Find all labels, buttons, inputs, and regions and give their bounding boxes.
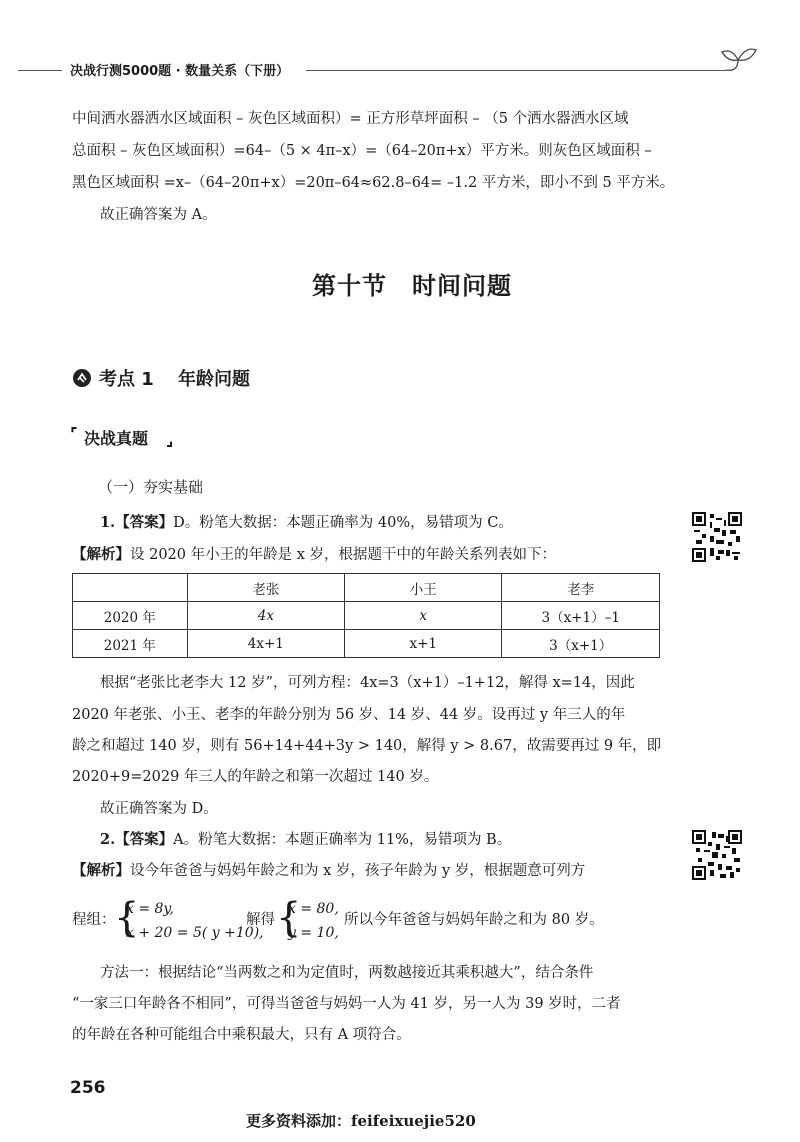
table-header-cell (73, 574, 188, 602)
table-cell: x (345, 602, 502, 630)
table-cell: 4x (187, 602, 344, 630)
q1-analysis-prefix: 【解析】 (72, 546, 130, 563)
q2-answer-line (100, 825, 511, 855)
table-header-cell: 老张 (187, 574, 344, 602)
table-cell: 4x+1 (187, 630, 344, 658)
table-header-cell: 小王 (345, 574, 502, 602)
q2-analysis-line (72, 856, 585, 886)
age-table (72, 573, 660, 658)
sprout-icon (718, 42, 758, 78)
juezhan-heading: 决战真题 (84, 429, 149, 448)
q2-paragraph-3: 的年龄在各种可能组合中乘积最大，只有 A 项符合。 (72, 1027, 411, 1043)
section-title: 第十节 时间问题 (312, 272, 512, 300)
table-header-cell: 老李 (502, 574, 660, 602)
kaodian-label: 考点 1 (99, 369, 154, 390)
subsection-heading: （一）夯实基础 (98, 478, 204, 496)
q1-answer-text: D。粉笔大数据：本题正确率为 40%，易错项为 C。 (173, 515, 513, 531)
q1-paragraph-2: 2020 年老张、小王、老李的年龄分别为 56 岁、14 岁、44 岁。设再过 y 年三人的年 (72, 707, 626, 723)
table-header-row (73, 574, 660, 602)
q2-paragraph-1: 方法一：根据结论“当两数之和为定值时，两数越接近其乘积越大”，结合条件 (100, 965, 594, 981)
q2-answer-text: A。粉笔大数据：本题正确率为 11%，易错项为 B。 (173, 832, 512, 848)
table-row (73, 630, 660, 658)
left-brace-1: { (114, 895, 140, 941)
eq-label: 程组： (72, 912, 116, 928)
qr-code-icon[interactable] (692, 830, 742, 880)
table-cell: 2021 年 (73, 630, 188, 658)
solution-2: y = 10, (288, 925, 339, 941)
q1-paragraph-4: 2020+9=2029 年三人的年龄之和第一次超过 140 岁。 (72, 769, 439, 785)
q1-analysis-line (72, 540, 556, 570)
paragraph-top-3: 黑色区域面积 =x–（64–20π+x）=20π–64≈62.8–64= –1.2 平方米，即小不到 5 平方米。 (72, 175, 675, 191)
header-rule-left (18, 70, 62, 71)
kaodian-title: 年龄问题 (178, 369, 250, 390)
q2-conclusion: 所以今年爸爸与妈妈年龄之和为 80 岁。 (344, 912, 604, 928)
q1-answer-line (100, 508, 513, 538)
paragraph-top-1: 中间洒水器洒水区域面积 – 灰色区域面积）= 正方形草坪面积 – （5 个洒水器洒水区域 (72, 111, 629, 127)
table-cell: 3（x+1） (502, 630, 660, 658)
footer-note: 更多资料添加：feifeixuejie520 (246, 1112, 476, 1130)
solution-1: x = 80, (288, 901, 339, 917)
table-row (73, 602, 660, 630)
left-brace-2: { (276, 895, 302, 941)
q1-paragraph-5: 故正确答案为 D。 (100, 801, 218, 817)
qr-code-icon[interactable] (692, 512, 742, 562)
q1-paragraph-1: 根据“老张比老李大 12 岁”，可列方程：4x=3（x+1）–1+12，解得 x=14，因此 (100, 675, 635, 691)
header-rule-right (306, 70, 726, 71)
page-number: 256 (70, 1078, 106, 1098)
solve-label: 解得 (246, 912, 275, 928)
q2-answer-prefix: 2.【答案】 (100, 831, 174, 848)
table-cell: 3（x+1）–1 (502, 602, 660, 630)
equation-2: x + 20 = 5( y +10), (126, 925, 264, 941)
q2-paragraph-2: “一家三口年龄各不相同”，可得当爸爸与妈妈一人为 41 岁，另一人为 39 岁时，二者 (72, 996, 621, 1012)
q2-analysis-prefix: 【解析】 (72, 862, 130, 879)
equation-1: x = 8y, (126, 901, 174, 917)
table-cell: 2020 年 (73, 602, 188, 630)
paragraph-top-2: 总面积 – 灰色区域面积）=64–（5 × 4π–x）=（64–20π+x）平方米。则灰色区域面积 – (72, 143, 652, 159)
medal-icon (72, 368, 92, 388)
q2-analysis-text: 设今年爸爸与妈妈年龄之和为 x 岁，孩子年龄为 y 岁，根据题意可列方 (130, 863, 586, 879)
juezhan-bracket-left: ⌜ (70, 424, 78, 443)
running-header-title: 决战行测5000题 · 数量关系（下册） (70, 64, 290, 79)
q1-answer-prefix: 1.【答案】 (100, 514, 174, 531)
juezhan-bracket-right: ⌟ (166, 430, 174, 449)
table-cell: x+1 (345, 630, 502, 658)
q1-paragraph-3: 龄之和超过 140 岁，则有 56+14+44+3y > 140，解得 y > 8.67，故需要再过 9 年，即 (72, 738, 662, 754)
q1-analysis-text: 设 2020 年小王的年龄是 x 岁，根据题干中的年龄关系列表如下： (130, 547, 557, 563)
paragraph-top-4: 故正确答案为 A。 (100, 207, 217, 223)
